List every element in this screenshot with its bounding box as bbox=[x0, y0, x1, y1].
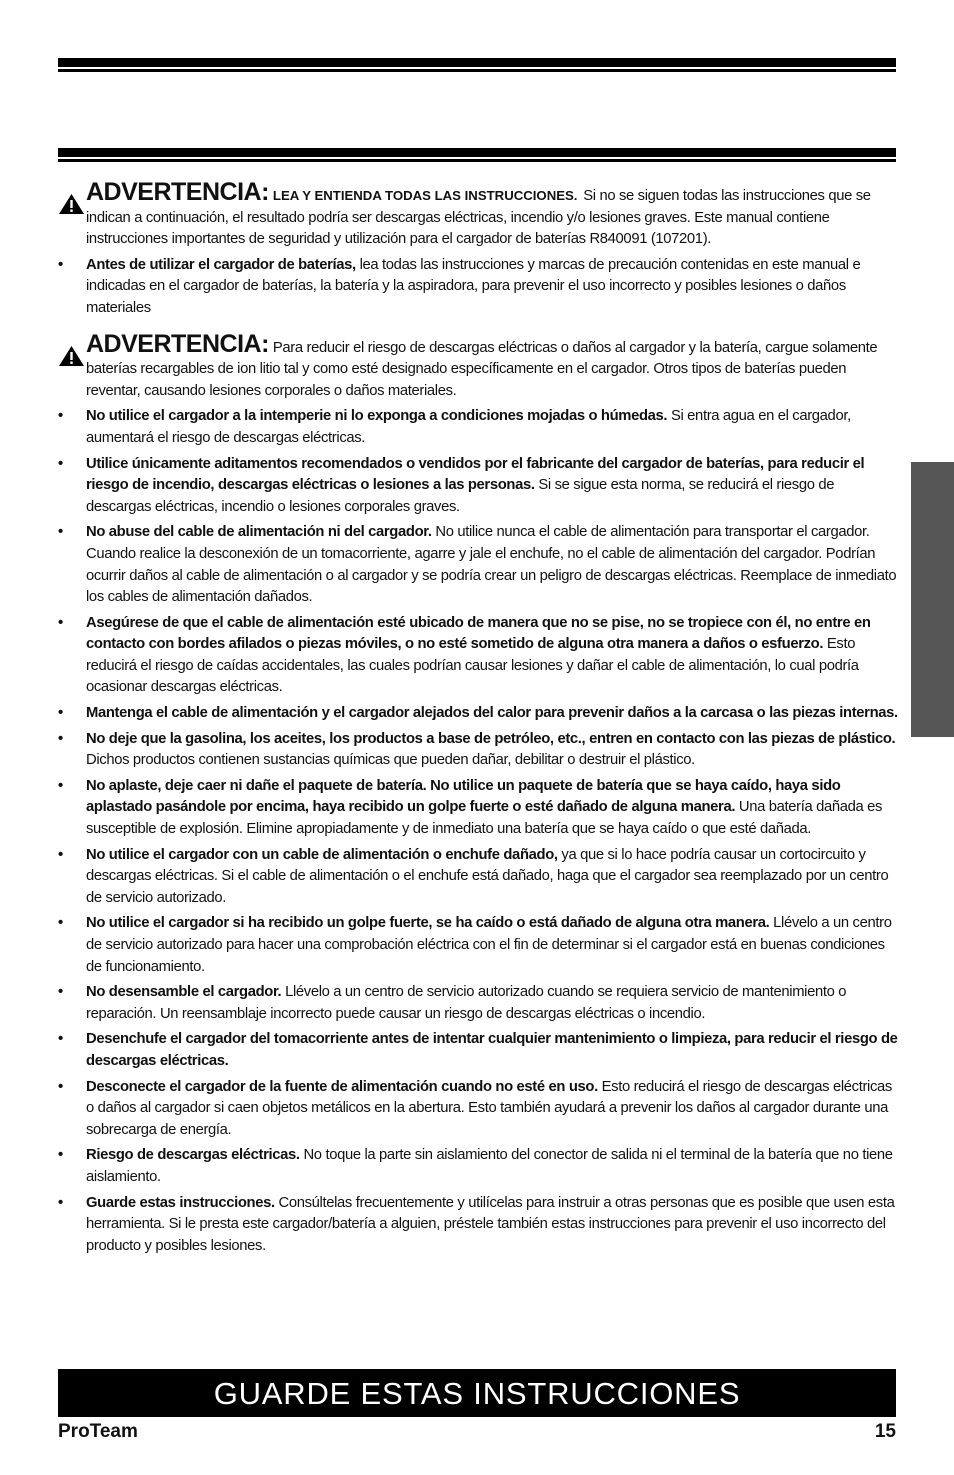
bullet-text: No utilice nunca el cable de alimentación para transportar el cargador. Cuando realice la desconexión de un tomacorriente, agarre y jale el enchufe, no el cable de alimentación del cargador. Podrían ocurrir daños al cable de alimentación o al cargador y se podría crear un peligro de descargas eléctricas. Reemplace de inmediato los cables de alimentación dañados. bbox=[86, 524, 897, 606]
bullet-point-icon: • bbox=[58, 256, 63, 273]
bullet-bold-text: No utilice el cargador con un cable de alimentación o enchufe dañado, bbox=[86, 846, 558, 863]
warning-text: Si no se siguen todas las instrucciones que se indican a continuación, el resultado podría ser descargas eléctricas, incendio y/o lesiones graves. Este manual contiene instrucciones importantes de seguridad y utilización para el cargador de baterías R840091 (107201). bbox=[86, 188, 871, 248]
bullet-point-icon: • bbox=[58, 777, 63, 794]
bullet-bold-text: No utilice el cargador si ha recibido un golpe fuerte, se ha caído o está dañado de alguna otra manera. bbox=[86, 915, 770, 932]
bullet-point-icon: • bbox=[58, 705, 63, 722]
warning-heading: ADVERTENCIA: bbox=[86, 178, 269, 206]
section-side-tab bbox=[911, 462, 954, 737]
save-instructions-banner: GUARDE ESTAS INSTRUCCIONES bbox=[58, 1369, 896, 1417]
safety-instructions bbox=[58, 178, 898, 1261]
top-rule-thick bbox=[58, 58, 896, 67]
bullet-point-icon: • bbox=[58, 1031, 63, 1048]
bullet-bold-text: No abuse del cable de alimentación ni del cargador. bbox=[86, 524, 432, 541]
bullet-text: Si se sigue esta norma, se reducirá el riesgo de descargas eléctricas, incendio o lesiones corporales graves. bbox=[86, 477, 835, 515]
warning-block-1 bbox=[58, 178, 898, 251]
bullet-bold-text: Antes de utilizar el cargador de baterías, bbox=[86, 256, 356, 273]
bullet-point-icon: • bbox=[58, 730, 63, 747]
bullet-text: ya que si lo hace podría causar un cortocircuito y descargas eléctricas. Si el cable de alimentación o el enchufe está dañado, haga que el cargador sea reemplazado por un centro de servicio autorizado. bbox=[86, 846, 889, 906]
bullet-text: Si entra agua en el cargador, aumentará el riesgo de descargas eléctricas. bbox=[86, 408, 851, 446]
bullet-bold-text: Desenchufe el cargador del tomacorriente antes de intentar cualquier mantenimiento o limpieza, para reducir el riesgo de descargas eléctricas. bbox=[86, 1031, 898, 1069]
bullet-bold-text: No deje que la gasolina, los aceites, los productos a base de petróleo, etc., entren en contacto con las piezas de plástico. bbox=[86, 730, 896, 747]
bullet-bold-text: Utilice únicamente aditamentos recomendados o vendidos por el fabricante del cargador de baterías, para reducir el riesgo de incendio, descargas eléctricas o lesiones a las personas. bbox=[86, 455, 865, 494]
bullet-item bbox=[58, 729, 898, 772]
warning-heading: ADVERTENCIA: bbox=[86, 329, 269, 358]
bullet-item bbox=[58, 1077, 898, 1142]
bullet-text: lea todas las instrucciones y marcas de precaución contenidas en este manual e indicadas en el cargador de baterías, la batería y la aspiradora, para prevenir el uso incorrecto y posibles lesiones o daños materiales bbox=[86, 256, 861, 316]
bullet-bold-text: Desconecte el cargador de la fuente de alimentación cuando no esté en uso. bbox=[86, 1078, 598, 1095]
bullet-item bbox=[58, 406, 898, 449]
bullet-bold-text: No aplaste, deje caer ni dañe el paquete de batería. No utilice un paquete de batería que se haya caído, haya sido aplastado pasándole por encima, haya recibido un golpe fuerte o esté dañado de alguna manera. bbox=[86, 777, 841, 816]
bullet-text: Llévelo a un centro de servicio autorizado cuando se requiera servicio de mantenimiento o reparación. Un reensamblaje incorrecto puede causar un riesgo de descargas eléctricas o incendio. bbox=[86, 984, 847, 1022]
bullet-point-icon: • bbox=[58, 524, 63, 541]
bullet-text: Llévelo a un centro de servicio autorizado para hacer una comprobación eléctrica con el fin de determinar si el cargador está en buenas condiciones de funcionamiento. bbox=[86, 915, 892, 975]
bullet-bold-text: No desensamble el cargador. bbox=[86, 984, 282, 1001]
bullet-bold-text: Mantenga el cable de alimentación y el cargador alejados del calor para prevenir daños a la carcasa o las piezas internas. bbox=[86, 705, 898, 722]
bullet-point-icon: • bbox=[58, 915, 63, 932]
bullet-item bbox=[58, 255, 898, 320]
bullet-item bbox=[58, 703, 898, 725]
bullet-text: Dichos productos contienen sustancias químicas que pueden dañar, debilitar o destruir el plástico. bbox=[86, 752, 695, 769]
warning-lead: LEA Y ENTIENDA TODAS LAS INSTRUCCIONES. bbox=[272, 188, 578, 203]
bullet-item bbox=[58, 522, 898, 608]
warning-triangle-icon bbox=[58, 345, 85, 367]
warning-block-2 bbox=[58, 329, 898, 403]
bullet-point-icon: • bbox=[58, 1194, 63, 1211]
bullet-text: Una batería dañada es susceptible de explosión. Elimine apropiadamente y de inmediato una batería que se haya caído o que esté dañada. bbox=[86, 799, 883, 838]
bullet-item bbox=[58, 982, 898, 1025]
bullet-item bbox=[58, 454, 898, 519]
bullet-item bbox=[58, 613, 898, 699]
bullet-item bbox=[58, 913, 898, 978]
bullet-text: Esto reducirá el riesgo de caídas accidentales, las cuales podrían causar lesiones y dañar el cable de alimentación, lo cual podría ocasionar descargas eléctricas. bbox=[86, 636, 859, 696]
warning-triangle-icon bbox=[58, 193, 85, 215]
bullet-bold-text: Riesgo de descargas eléctricas. bbox=[86, 1147, 300, 1164]
top-rule-thin bbox=[58, 69, 896, 72]
section-rule-thick bbox=[58, 148, 896, 157]
bullet-item bbox=[58, 1193, 898, 1258]
bullet-item bbox=[58, 1145, 898, 1188]
bullet-point-icon: • bbox=[58, 455, 63, 472]
bullet-item bbox=[58, 1029, 898, 1072]
bullet-item bbox=[58, 776, 898, 841]
bullet-point-icon: • bbox=[58, 614, 63, 631]
footer-brand: ProTeam bbox=[58, 1421, 138, 1442]
bullet-point-icon: • bbox=[58, 1147, 63, 1164]
bullet-point-icon: • bbox=[58, 1078, 63, 1095]
bullet-item bbox=[58, 845, 898, 910]
bullet-bold-text: Asegúrese de que el cable de alimentación esté ubicado de manera que no se pise, no se tropiece con él, no entre en contacto con bordes afilados o piezas móviles, o no esté sometido de alguna otra manera a daños o esfuerzo. bbox=[86, 614, 871, 653]
warning-text: Para reducir el riesgo de descargas eléctricas o daños al cargador y la batería, cargue solamente baterías recargables de ion litio tal y como esté designado específicamente en el cargador. Otros tipos de baterías pueden reventar, causando lesiones corporales o daños materiales. bbox=[86, 339, 878, 399]
bullet-text: Esto reducirá el riesgo de descargas eléctricas o daños al cargador si caen objetos metálicos en la abertura. Esto también ayudará a prevenir los daños al cargador durante una sobrecarga de energía. bbox=[86, 1078, 892, 1138]
section-rule-thin bbox=[58, 159, 896, 162]
bullet-point-icon: • bbox=[58, 984, 63, 1001]
bullet-text: No toque la parte sin aislamiento del conector de salida ni el terminal de la batería que no tiene aislamiento. bbox=[86, 1147, 893, 1185]
bullet-bold-text: No utilice el cargador a la intemperie ni lo exponga a condiciones mojadas o húmedas. bbox=[86, 408, 668, 425]
page-number: 15 bbox=[874, 1421, 896, 1442]
bullet-text: Consúltelas frecuentemente y utilícelas para instruir a otras personas que es posible que usen esta herramienta. Si le presta este cargador/batería a alguien, préstele también estas instrucciones para prevenir el uso incorrecto del producto y posibles lesiones. bbox=[86, 1194, 895, 1254]
bullet-bold-text: Guarde estas instrucciones. bbox=[86, 1194, 275, 1211]
bullet-point-icon: • bbox=[58, 408, 63, 425]
bullet-point-icon: • bbox=[58, 846, 63, 863]
